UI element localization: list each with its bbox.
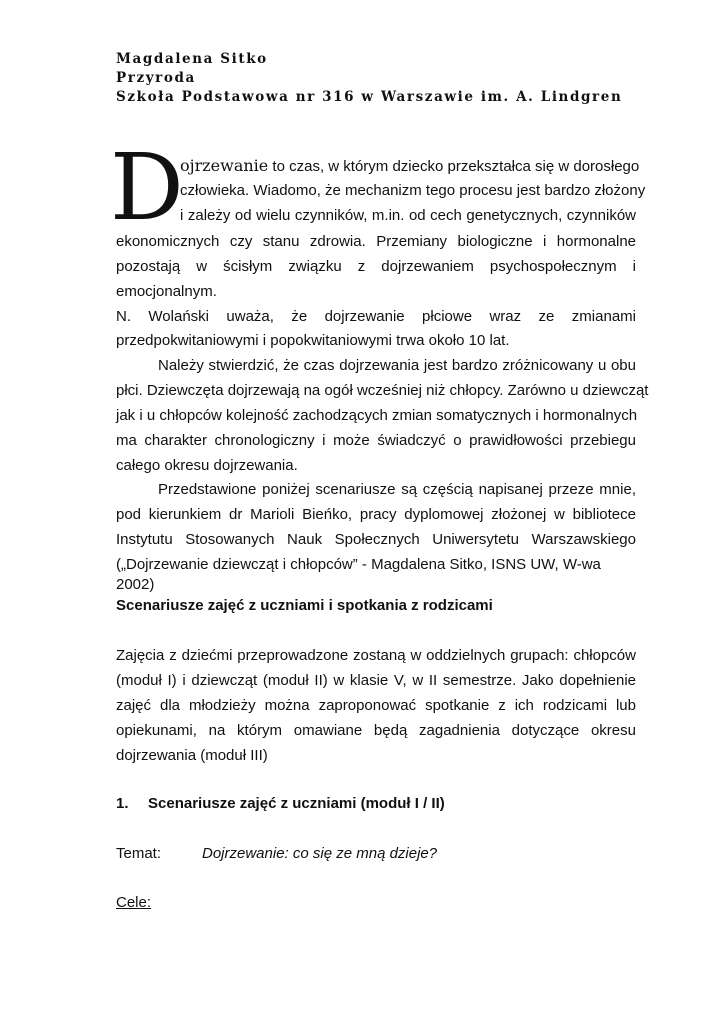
intro-line-1 [180, 156, 640, 176]
school-name: Szkoła Podstawowa nr 316 w Warszawie im. A. Lindgren [116, 89, 623, 105]
para3-line-4: („Dojrzewanie dziewcząt i chłopców” - Magdalena Sitko, ISNS UW, W-wa 2002) [116, 556, 601, 593]
para2-line-4: ma charakter chronologiczny i może świadczyć o prawidłowości przebiegu [116, 432, 636, 449]
para2-line-2: płci. Dziewczęta dojrzewają na ogół wcześniej niż chłopcy. Zarówno u dziewcząt [116, 382, 649, 399]
para3-line-1: Przedstawione poniżej scenariusze są częścią napisanej przeze mnie, [158, 481, 636, 498]
author-name: Magdalena Sitko [116, 51, 268, 67]
para4-line-3: zajęć dla młodzieży można zaproponować spotkanie z ich rodzicami lub [116, 697, 636, 714]
drop-cap: D [110, 134, 184, 241]
intro-line-7: N. Wolański uważa, że dojrzewanie płciowe wraz ze zmianami [116, 308, 636, 325]
para4-line-4: opiekunami, na którym omawiane będą zagadnienia dotyczące okresu [116, 722, 636, 739]
section-heading: Scenariusze zajęć z uczniami i spotkania z rodzicami [116, 597, 493, 614]
para3-line-3: Instytutu Stosowanych Nauk Społecznych Uniwersytetu Warszawskiego [116, 531, 636, 548]
para2-line-1: Należy stwierdzić, że czas dojrzewania jest bardzo zróżnicowany u obu [158, 357, 636, 374]
intro-line-2: człowieka. Wiadomo, że mechanizm tego procesu jest bardzo złożony [180, 182, 646, 199]
document-header [116, 50, 622, 107]
numbered-heading-number: 1. [116, 795, 129, 812]
intro-line-5: pozostają w ścisłym związku z dojrzewaniem psychospołecznym i [116, 258, 636, 275]
intro-first-word: ojrzewanie [180, 156, 269, 175]
para4-line-1: Zajęcia z dziećmi przeprowadzone zostaną w oddzielnych grupach: chłopców [116, 647, 636, 664]
goals-label: Cele: [116, 894, 152, 911]
intro-line-8: przedpokwitaniowymi i popokwitaniowymi trwa około 10 lat. [116, 332, 510, 349]
intro-line-4: ekonomicznych czy stanu zdrowia. Przemiany biologiczne i hormonalne [116, 233, 636, 250]
intro-line-1-rest: to czas, w którym dziecko przekształca się w dorosłego [268, 158, 640, 175]
numbered-heading-title: Scenariusze zajęć z uczniami (moduł I / II) [148, 795, 445, 812]
para2-line-3: jak i u chłopców kolejność zachodzących zmian somatycznych i hormonalnych [116, 407, 638, 424]
para3-line-2: pod kierunkiem dr Marioli Bieńko, pracy dyplomowej złożonej w bibliotece [116, 506, 636, 523]
intro-line-6: emocjonalnym. [116, 283, 217, 300]
subject-name: Przyroda [116, 70, 196, 86]
para4-line-5: dojrzewania (moduł III) [116, 747, 268, 764]
para4-line-2: (moduł I) i dziewcząt (moduł II) w klasie V, w II semestrze. Jako dopełnienie [116, 672, 636, 689]
topic-label: Temat: [116, 845, 162, 862]
intro-line-3: i zależy od wielu czynników, m.in. od cech genetycznych, czynników [180, 207, 636, 224]
para2-line-5: całego okresu dojrzewania. [116, 457, 298, 474]
topic-value: Dojrzewanie: co się ze mną dzieje? [202, 845, 438, 862]
